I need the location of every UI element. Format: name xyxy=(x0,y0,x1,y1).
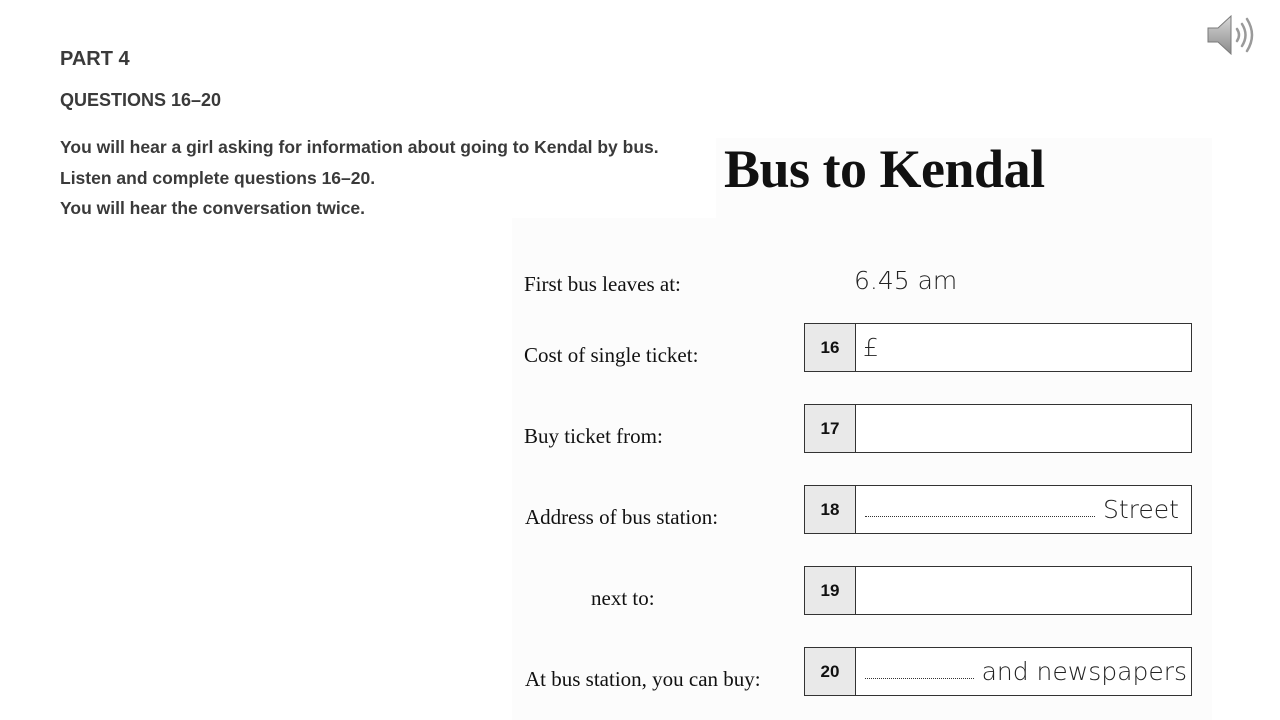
instruction-line: You will hear the conversation twice. xyxy=(60,198,366,218)
answer-suffix: Street xyxy=(1103,495,1179,524)
row-label-next-to: next to: xyxy=(591,586,655,610)
form-title: Bus to Kendal xyxy=(724,139,1045,199)
question-number: 20 xyxy=(805,648,856,695)
answer-field-17[interactable] xyxy=(857,405,1187,452)
answer-box-20 xyxy=(804,647,1192,696)
answer-dotted-line xyxy=(865,677,974,679)
row-label-cost: Cost of single ticket: xyxy=(524,343,699,367)
row-label-buy-ticket: Buy ticket from: xyxy=(524,424,663,448)
question-number: 16 xyxy=(805,324,856,371)
answer-box-16 xyxy=(804,323,1192,372)
instruction-line: You will hear a girl asking for information about going to Kendal by bus. xyxy=(60,137,659,157)
instruction-line: Listen and complete questions 16–20. xyxy=(60,167,376,188)
part-title: PART 4 xyxy=(60,48,130,70)
answer-dotted-line xyxy=(865,515,1095,517)
row-label-address: Address of bus station: xyxy=(525,505,719,529)
questions-title: QUESTIONS 16–20 xyxy=(60,90,222,110)
row-label-first-bus: First bus leaves at: xyxy=(524,272,681,296)
answer-box-19 xyxy=(804,566,1192,615)
question-number: 17 xyxy=(805,405,856,452)
row-label-can-buy: At bus station, you can buy: xyxy=(525,667,761,691)
answer-field-18[interactable] xyxy=(857,486,1187,533)
answer-suffix: and newspapers xyxy=(981,657,1187,686)
answer-box-17 xyxy=(804,404,1192,453)
answer-field-20[interactable] xyxy=(857,648,1187,695)
question-number: 18 xyxy=(805,486,856,533)
speaker-icon xyxy=(1204,10,1260,60)
question-number: 19 xyxy=(805,567,856,614)
currency-prefix: £ xyxy=(863,333,879,362)
given-answer-first-bus: 6.45 am xyxy=(854,266,958,295)
instructions xyxy=(60,132,659,224)
answer-box-18 xyxy=(804,485,1192,534)
answer-field-19[interactable] xyxy=(857,567,1187,614)
answer-field-16[interactable] xyxy=(857,324,1187,371)
audio-play-button[interactable] xyxy=(1204,10,1260,60)
